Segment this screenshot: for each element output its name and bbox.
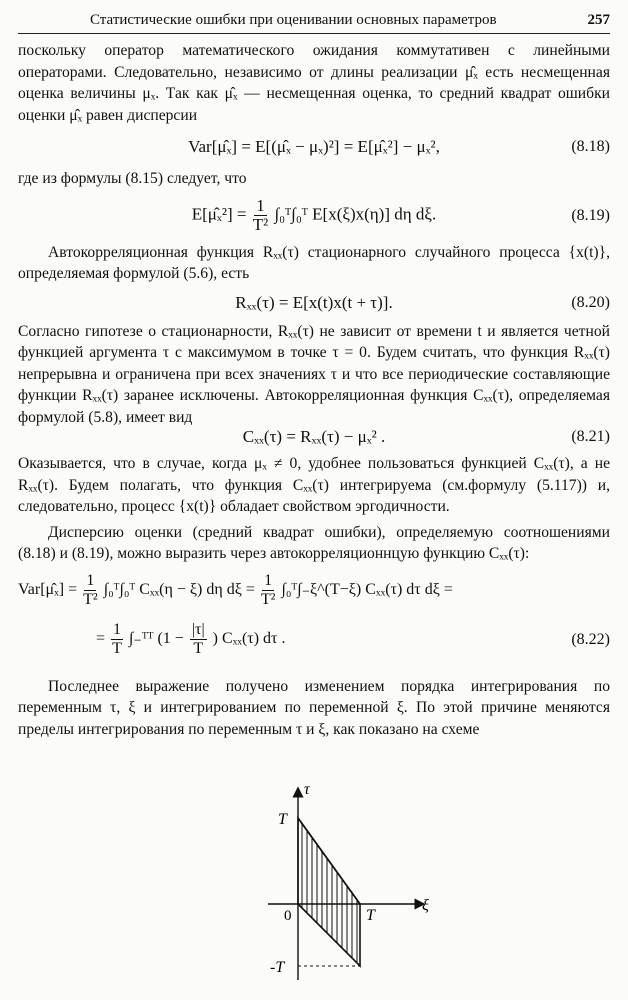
paragraph-2: где из формулы (8.15) следует, что (18, 170, 247, 187)
label-tau-axis: τ (304, 781, 310, 798)
equation-8-19 (18, 193, 610, 239)
paragraph-3: Автокорреляционная функция Rₓₓ(τ) стационарного случайного процесса {x(t)}, определяемая формулой (5.6), есть (18, 243, 610, 282)
label-T-top: T (278, 811, 287, 828)
eq-8-19-rhs: ∫₀ᵀ∫₀ᵀ E[x(ξ)x(η)] dη dξ. (274, 204, 437, 224)
eq-8-22-rhs: ∫₀ᵀ∫₋ξ^(T−ξ) Cₓₓ(τ) dτ dξ = (281, 581, 453, 599)
eq-8-22-mid: ∫₀ᵀ∫₀ᵀ Cₓₓ(η − ξ) dη dξ = (103, 581, 255, 599)
eq-8-21-number: (8.21) (571, 428, 610, 445)
eq-8-22-fraction-2: $\frac{1}{\text{T²}}$ (260, 572, 276, 608)
eq-8-22b-rhs-b: ) Cₓₓ(τ) dτ . (212, 630, 286, 648)
label-minus-T: -T (270, 959, 285, 976)
eq-8-22-number: (8.22) (571, 630, 610, 648)
eq-8-20-number: (8.20) (571, 293, 610, 311)
eq-8-19-fraction: $\frac{1}{\text{T²}}$ (252, 196, 269, 234)
eq-8-19-number: (8.19) (571, 206, 610, 224)
running-header (18, 8, 610, 34)
page (18, 8, 610, 740)
header-title: Статистические ошибки при оценивании основных параметров (90, 12, 497, 28)
label-origin: 0 (284, 908, 292, 924)
equation-8-21 (18, 424, 610, 450)
page-number: 257 (587, 12, 610, 28)
paragraph-7: Последнее выражение получено изменением порядка интегрирования по переменным τ, ξ и интегрированием по переменной ξ. По этой причине меняются пределы интегрирования по переменным τ и ξ, как показано на схеме (18, 677, 610, 738)
equation-8-20 (18, 288, 610, 318)
equation-8-18 (18, 129, 610, 165)
region-hatching (302, 800, 357, 980)
eq-8-22b-fraction-2: $\frac{|\tau|}{T}$ (191, 621, 205, 657)
equation-8-22-line-1 (18, 568, 610, 614)
eq-8-19-lhs: E[μ̂ₓ²] = (191, 204, 247, 224)
eq-8-18-number: (8.18) (571, 138, 610, 155)
paragraph-5: Оказывается, что в случае, когда μₓ ≠ 0, удобнее пользоваться функцией Cₓₓ(τ), а не Rₓₓ(τ). Будем полагать, что функция Cₓₓ(τ) интегрируема (см.формулу (5.117)) и, следовательно, процесс {x(t)} обладает свойством эргодичности. (18, 455, 610, 515)
label-xi-axis: ξ (422, 897, 429, 914)
eq-8-21-body: Cₓₓ(τ) = Rₓₓ(τ) − μₓ² . (242, 427, 386, 446)
eq-8-20-body: Rₓₓ(τ) = E[x(t)x(t + τ)]. (235, 292, 393, 312)
paragraph-6: Дисперсию оценки (средний квадрат ошибки), определяемую соотношениями (8.18) и (8.19), можно выразить через автокорреляционнцую функцию Cₓₓ(τ): (18, 523, 610, 562)
eq-8-22b-lhs: = (96, 630, 106, 648)
paragraph-1: поскольку оператор математического ожидания коммутативен с линейными операторами. Следовательно, независимо от длины реализации μ̂ₓ есть несмещенная оценка величины μₓ. Так как μ̂ₓ — несмещенная оценка, то средний квадрат ошибки оценки μ̂ₓ равен дисперсии (18, 42, 610, 124)
eq-8-22b-rhs-a: ∫₋ᵀᵀ (1 − (129, 630, 184, 648)
eq-8-22-lhs: Var[μ̂ₓ] = (18, 581, 78, 599)
label-T-right: T (366, 907, 375, 924)
equation-8-22-line-2 (18, 617, 610, 663)
eq-8-22-fraction-1: $\frac{1}{\text{T²}}$ (83, 572, 98, 608)
eq-8-22b-fraction-1: $\frac{1}{T}$ (112, 621, 122, 657)
paragraph-4: Согласно гипотезе о стационарности, Rₓₓ(τ) не зависит от времени t и является четной функцией аргумента τ с максимумом в точке τ = 0. Будем считать, что функция Rₓₓ(τ) непрерывна и ограничена при всех значениях τ и что все периодические составляющие функции Rₓₓ(τ) заранее исключены. Автокорреляционная функция Cₓₓ(τ), определяемая формулой (5.8), имеет вид (18, 322, 610, 426)
integration-region-diagram (250, 780, 440, 990)
eq-8-18-body: Var[μ̂ₓ] = E[(μ̂ₓ − μₓ)²] = E[μ̂ₓ²] − μₓ², (188, 137, 440, 156)
